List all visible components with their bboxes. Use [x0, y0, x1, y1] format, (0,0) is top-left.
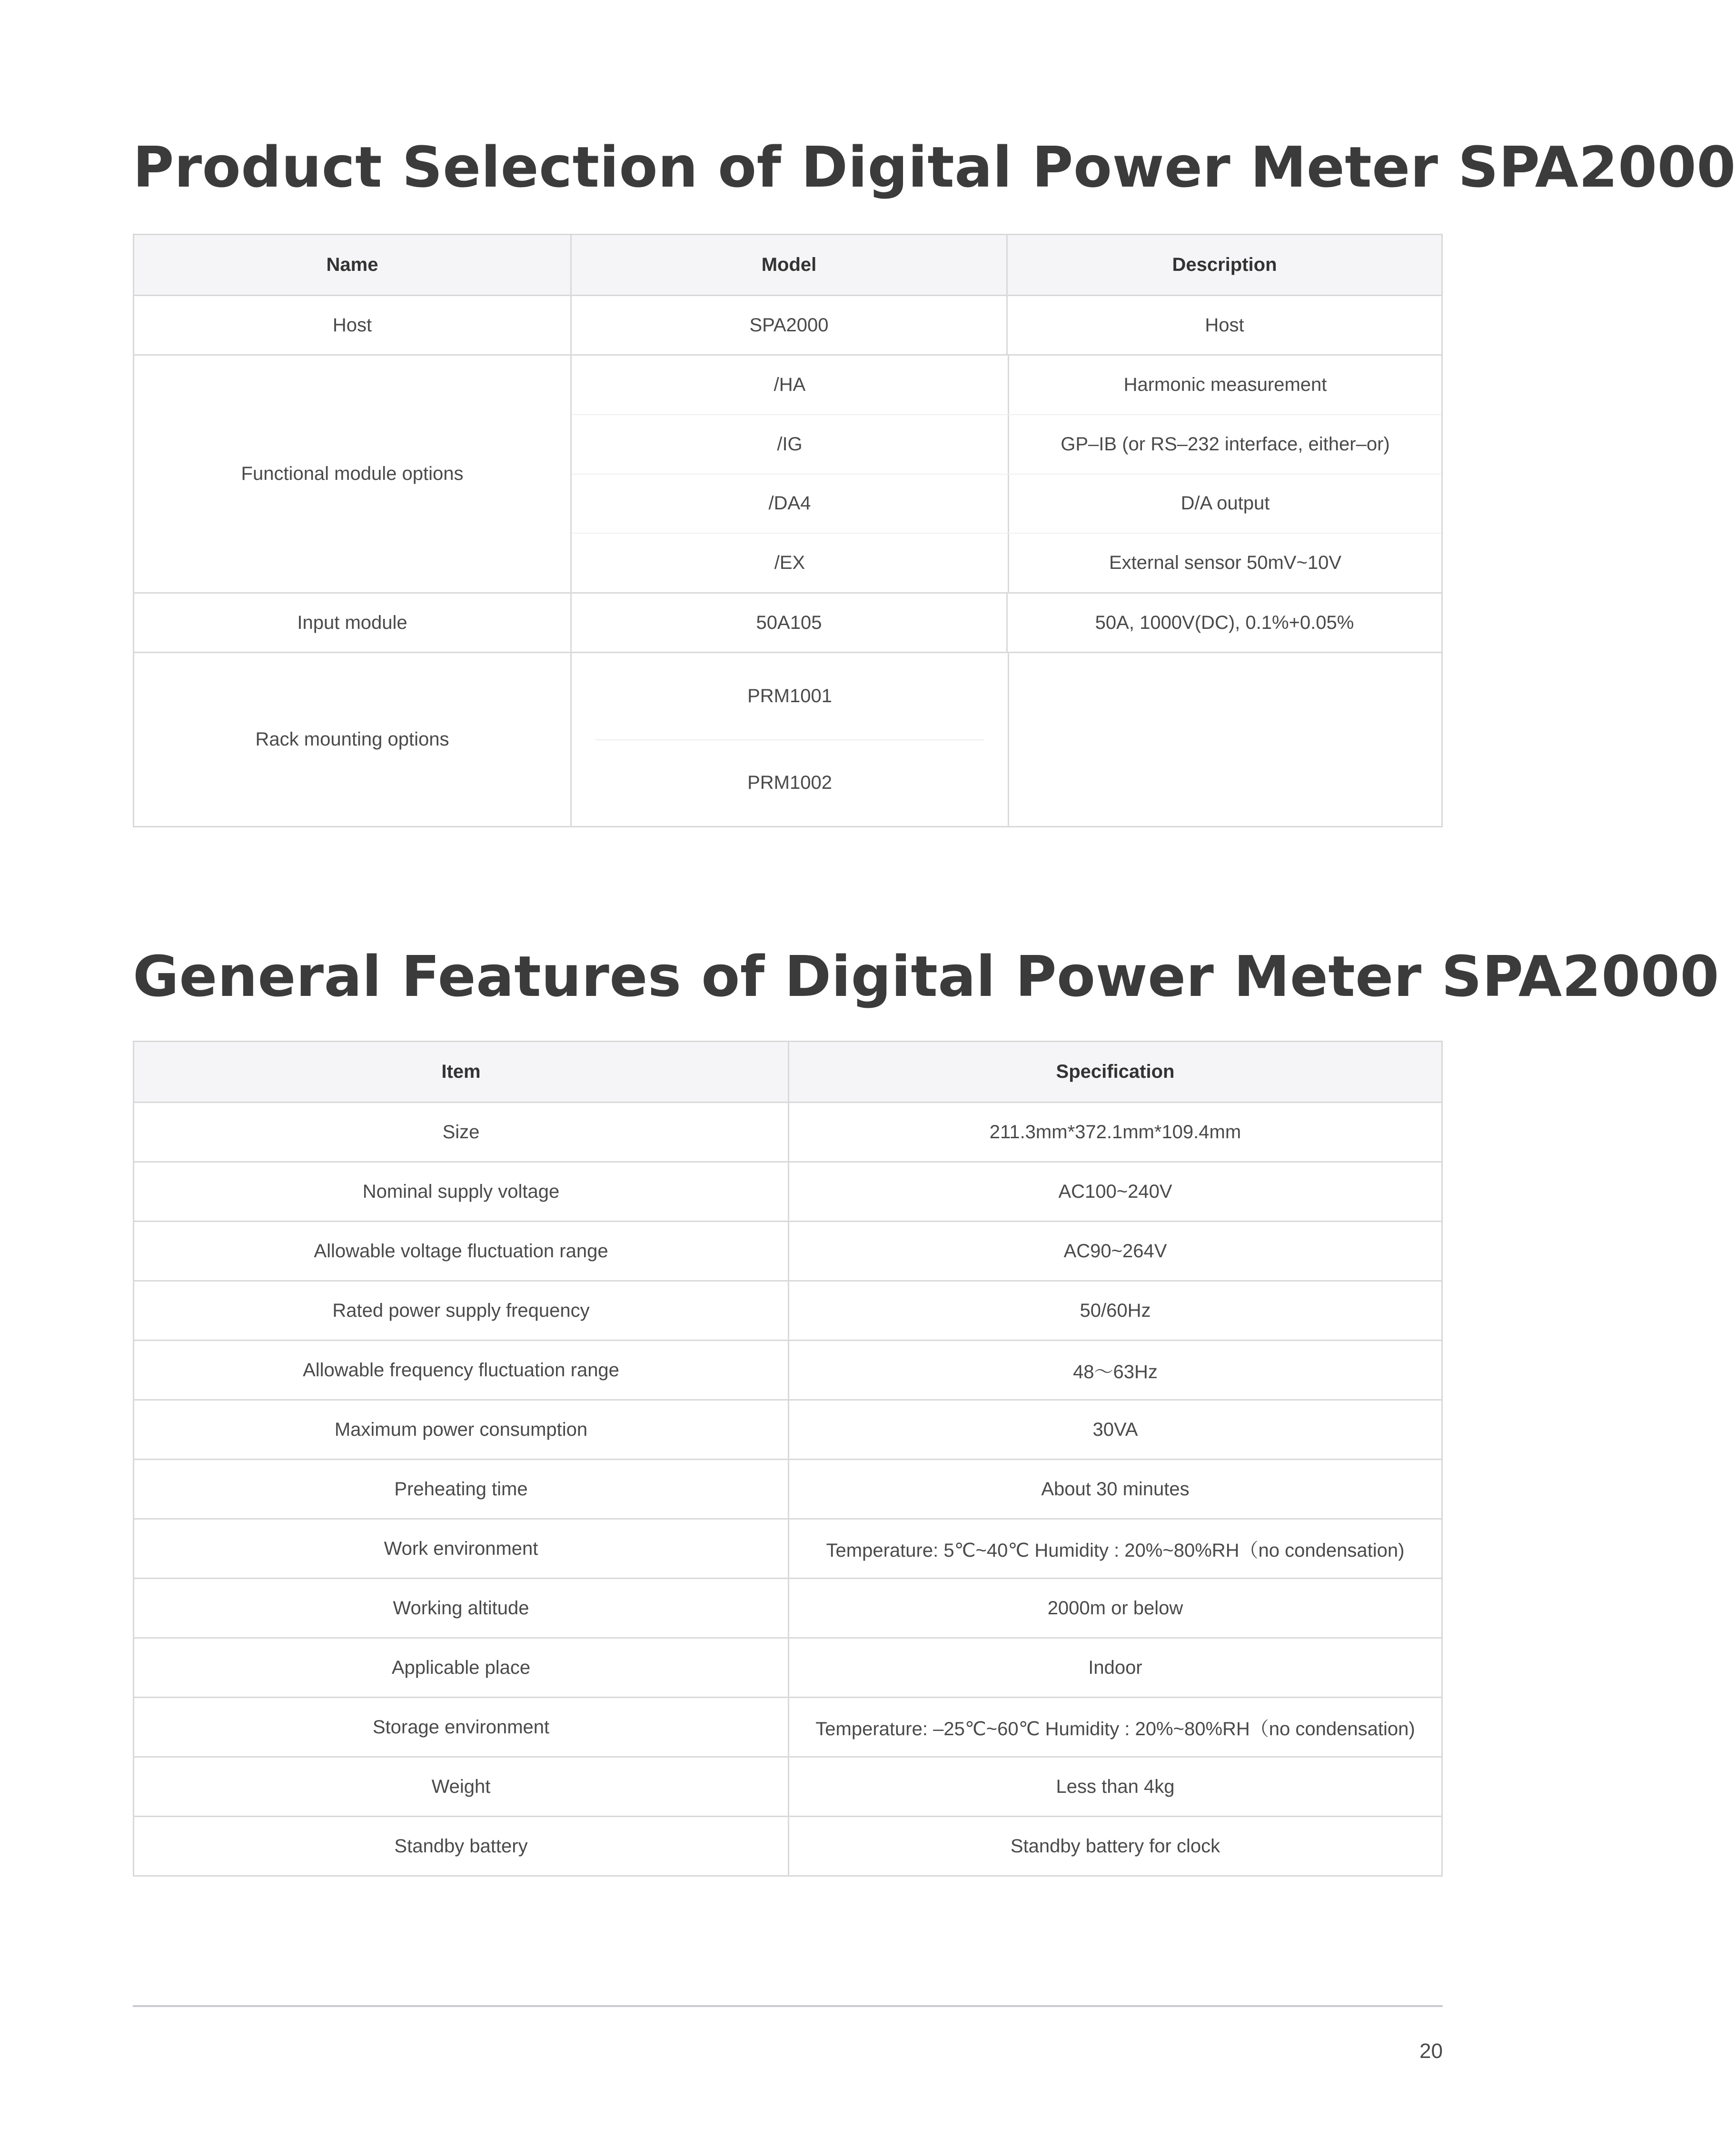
- product-selection-table: [133, 234, 1443, 827]
- sub-row: [572, 356, 1441, 414]
- cell-specification: Temperature: –25℃~60℃ Humidity : 20%~80%RH（no condensation): [788, 1698, 1441, 1756]
- page-number: 20: [1419, 2039, 1443, 2063]
- cell-item: Size: [442, 1121, 480, 1143]
- table-row: [134, 1280, 1441, 1340]
- header-specification: Specification: [788, 1042, 1441, 1102]
- cell-item: Nominal supply voltage: [362, 1181, 560, 1202]
- table-row: [134, 1221, 1441, 1280]
- table-row: [134, 1578, 1441, 1637]
- cell-name: Host: [332, 314, 372, 336]
- cell-specification: 48～63Hz: [788, 1341, 1441, 1399]
- cell-model: /HA: [774, 374, 806, 395]
- cell-description: 50A, 1000V(DC), 0.1%+0.05%: [1006, 594, 1441, 652]
- table-row-functional-modules: [134, 354, 1441, 592]
- cell-item: Applicable place: [391, 1657, 531, 1678]
- cell-name: Functional module options: [241, 463, 464, 484]
- header-model: Model: [570, 235, 1006, 295]
- cell-description: External sensor 50mV~10V: [1008, 534, 1441, 592]
- cell-specification: Temperature: 5℃~40℃ Humidity : 20%~80%RH（no condensation): [788, 1520, 1441, 1578]
- table-row: [134, 592, 1441, 652]
- table-row: [134, 1637, 1441, 1697]
- cell-model: /IG: [777, 433, 803, 455]
- cell-specification: 211.3mm*372.1mm*109.4mm: [788, 1103, 1441, 1161]
- cell-item: Preheating time: [394, 1478, 528, 1500]
- cell-item: Rated power supply frequency: [332, 1300, 590, 1321]
- table-row: [134, 1459, 1441, 1518]
- table-row: [134, 1518, 1441, 1578]
- page-title-general-features: General Features of Digital Power Meter SPA2000: [133, 944, 1719, 1009]
- table-header-row: [134, 1042, 1441, 1102]
- cell-model: /DA4: [768, 493, 811, 514]
- cell-model: PRM1001: [747, 685, 832, 706]
- cell-name: Rack mounting options: [255, 729, 449, 750]
- rack-models: [570, 653, 1008, 826]
- cell-item: Working altitude: [393, 1597, 529, 1619]
- table-row: [134, 1816, 1441, 1875]
- header-item: Item: [441, 1061, 481, 1082]
- functional-options-group: [570, 356, 1441, 592]
- sub-row: [572, 414, 1441, 474]
- cell-name: Input module: [297, 612, 407, 633]
- cell-model: /EX: [774, 552, 805, 574]
- cell-specification: Less than 4kg: [788, 1758, 1441, 1816]
- cell-specification: 50/60Hz: [788, 1282, 1441, 1340]
- general-features-table: [133, 1041, 1443, 1877]
- cell-specification: AC90~264V: [788, 1222, 1441, 1280]
- cell-description: GP–IB (or RS–232 interface, either–or): [1008, 415, 1441, 474]
- cell-specification: Indoor: [788, 1639, 1441, 1697]
- header-name: Name: [326, 254, 378, 275]
- cell-specification: 2000m or below: [788, 1579, 1441, 1637]
- cell-item: Allowable frequency fluctuation range: [303, 1359, 619, 1381]
- table-row: [134, 1697, 1441, 1756]
- cell-model: SPA2000: [570, 296, 1006, 354]
- cell-item: Allowable voltage fluctuation range: [314, 1240, 608, 1262]
- sub-row: [572, 474, 1441, 533]
- cell-description-empty: [1008, 653, 1441, 826]
- page-title-product-selection: Product Selection of Digital Power Meter SPA2000: [133, 134, 1736, 200]
- table-row: [134, 1399, 1441, 1459]
- table-row: [134, 1102, 1441, 1161]
- cell-model: 50A105: [570, 594, 1006, 652]
- sub-row: [572, 533, 1441, 592]
- footer-divider: [133, 2005, 1443, 2007]
- header-description: Description: [1006, 235, 1441, 295]
- table-row: [134, 1340, 1441, 1399]
- cell-item: Weight: [431, 1776, 491, 1797]
- cell-specification: About 30 minutes: [788, 1460, 1441, 1518]
- cell-model: PRM1002: [747, 772, 832, 794]
- cell-item: Work environment: [384, 1538, 538, 1559]
- cell-specification: 30VA: [788, 1401, 1441, 1459]
- table-row: [134, 1161, 1441, 1221]
- cell-item: Maximum power consumption: [334, 1419, 588, 1440]
- table-row: [134, 295, 1441, 354]
- cell-description: D/A output: [1008, 475, 1441, 533]
- cell-specification: AC100~240V: [788, 1163, 1441, 1221]
- cell-description: Host: [1006, 296, 1441, 354]
- cell-item: Standby battery: [394, 1835, 528, 1857]
- cell-specification: Standby battery for clock: [788, 1817, 1441, 1875]
- table-row-rack-mounting: [134, 652, 1441, 826]
- table-header-row: [134, 235, 1441, 295]
- cell-item: Storage environment: [372, 1716, 550, 1738]
- cell-description: Harmonic measurement: [1008, 356, 1441, 414]
- table-row: [134, 1756, 1441, 1816]
